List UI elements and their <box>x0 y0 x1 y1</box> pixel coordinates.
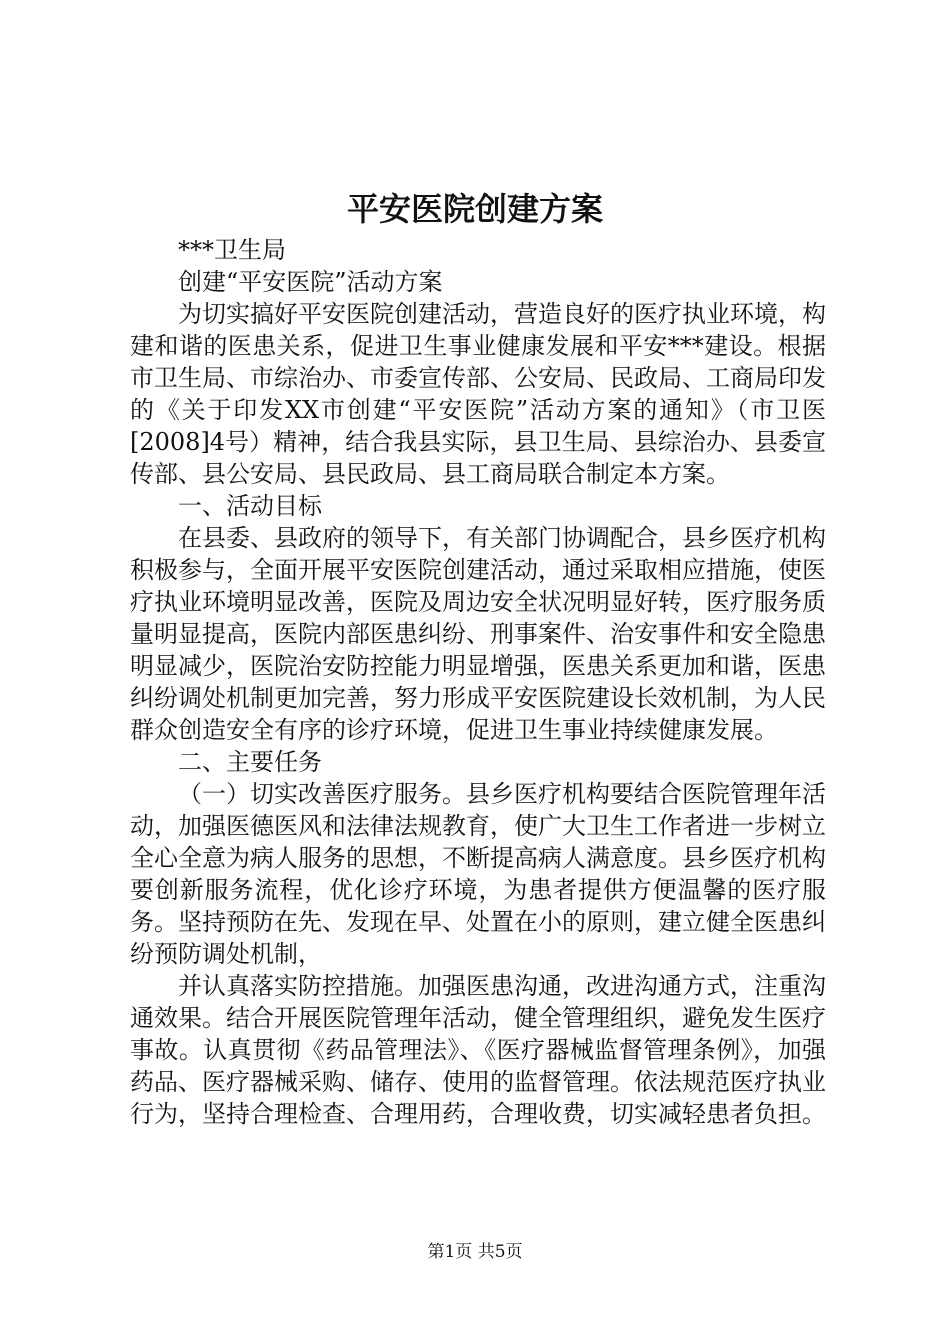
task-one-continued-paragraph: 并认真落实防控措施。加强医患沟通，改进沟通方式，注重沟通效果。结合开展医院管理年活动，健全管理组织，避免发生医疗事故。认真贯彻《药品管理法》、《医疗器械监督管理条例》，加强药品、医疗器械采购、储存、使用的监督管理。依法规范医疗执业行为，坚持合理检查、合理用药，合理收费，切实减轻患者负担。 <box>130 972 826 1128</box>
section-heading-goals: 一、活动目标 <box>178 492 322 520</box>
page-number-footer: 第1页 共5页 <box>427 1242 523 1262</box>
issuer-line: ***卫生局 <box>178 236 286 264</box>
intro-paragraph: 为切实搞好平安医院创建活动，营造良好的医疗执业环境，构建和谐的医患关系，促进卫生事业健康发展和平安***建设。根据市卫生局、市综治办、市委宣传部、公安局、民政局、工商局印发的《关于印发XX市创建“平安医院”活动方案的通知》（市卫医[2008]4号）精神，结合我县实际，县卫生局、县综治办、县委宣传部、县公安局、县民政局、县工商局联合制定本方案。 <box>130 300 826 488</box>
task-one-paragraph: （一）切实改善医疗服务。县乡医疗机构要结合医院管理年活动，加强医德医风和法律法规教育，使广大卫生工作者进一步树立全心全意为病人服务的思想，不断提高病人满意度。县乡医疗机构要创新服务流程，优化诊疗环境，为患者提供方便温馨的医疗服务。坚持预防在先、发现在早、处置在小的原则，建立健全医患纠纷预防调处机制， <box>130 780 826 968</box>
section-heading-tasks: 二、主要任务 <box>178 748 322 776</box>
plan-subtitle: 创建“平安医院”活动方案 <box>178 268 443 296</box>
goals-paragraph: 在县委、县政府的领导下，有关部门协调配合，县乡医疗机构积极参与，全面开展平安医院创建活动，通过采取相应措施，使医疗执业环境明显改善，医院及周边安全状况明显好转，医疗服务质量明显提高，医院内部医患纠纷、刑事案件、治安事件和安全隐患明显减少，医院治安防控能力明显增强，医患关系更加和谐，医患纠纷调处机制更加完善，努力形成平安医院建设长效机制，为人民群众创造安全有序的诊疗环境，促进卫生事业持续健康发展。 <box>130 524 826 744</box>
document-body <box>130 234 826 1130</box>
document-title: 平安医院创建方案 <box>346 190 603 228</box>
